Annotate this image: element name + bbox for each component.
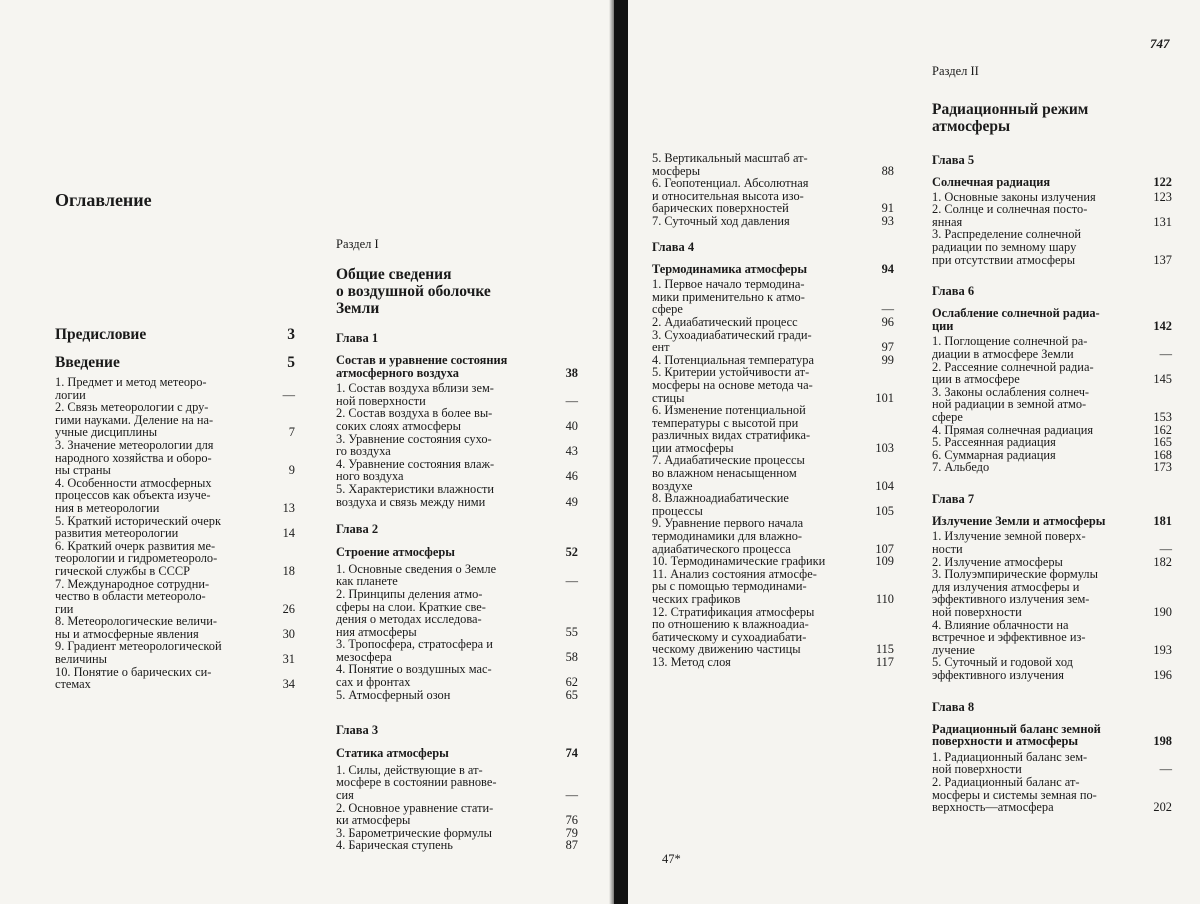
entry-title: 6. Геопотенциал. Абсолютная и относительная высота изо- барических поверхностей	[652, 176, 809, 216]
entry-page: —	[881, 302, 894, 317]
toc-entry[interactable]	[652, 215, 894, 228]
entry-title: 10. Понятие о барических си- стемах	[55, 664, 212, 692]
entry-title: Состав и уравнение состояния атмосферного воздуха	[336, 353, 508, 380]
toc-entry[interactable]	[652, 366, 894, 404]
entry-title: Строение атмосферы	[336, 545, 455, 560]
toc-entry[interactable]	[652, 404, 894, 454]
chapter-title-entry[interactable]	[336, 354, 578, 379]
chapter-label: Глава 4	[652, 239, 695, 254]
section-title: Радиационный режим атмосферы	[932, 101, 1089, 135]
entry-title: 2. Рассеяние солнечной радиа- ции в атмосфере	[932, 359, 1094, 387]
entry-page: 74	[565, 746, 578, 761]
entry-page: 7	[288, 425, 295, 440]
entry-title: 2. Адиабатический процесс	[652, 314, 798, 329]
entry-page: 99	[881, 352, 894, 367]
chapter-title-entry[interactable]	[932, 515, 1172, 528]
page-number: 747	[1150, 36, 1170, 51]
toc-entry[interactable]	[55, 439, 295, 477]
entry-title: 1. Поглощение солнечной ра- диации в атмосфере Земли	[932, 334, 1088, 361]
entry-page: —	[1159, 542, 1172, 557]
toc-entry[interactable]	[336, 764, 578, 802]
entry-page: 26	[282, 601, 295, 616]
toc-entry[interactable]	[336, 382, 578, 407]
entry-title: 5. Суточный и годовой ход эффективного излучения	[932, 655, 1073, 682]
entry-title: 3. Сухоадиабатический гради- ент	[652, 327, 812, 355]
entry-title: 5. Вертикальный масштаб ат- мосферы	[652, 151, 808, 178]
entry-page: 162	[1153, 422, 1172, 437]
entry-page: 105	[875, 503, 894, 518]
entry-page: 5	[287, 354, 295, 371]
toc-column-3	[652, 152, 894, 669]
toc-entry[interactable]	[932, 568, 1172, 618]
chapter-label: Глава 8	[932, 699, 975, 714]
chapter-label: Глава 3	[336, 723, 379, 738]
entry-page: —	[565, 393, 578, 408]
chapter-1-entries	[336, 382, 578, 508]
entry-title: 3. Тропосфера, стратосфера и мезосфера	[336, 637, 493, 664]
entry-title: 3. Уравнение состояния сухо- го воздуха	[336, 431, 492, 459]
book-binding	[614, 0, 628, 904]
entry-title: 1. Предмет и метод метеоро- логии	[55, 375, 207, 402]
entry-page: 49	[565, 494, 578, 509]
entry-title: 7. Альбедо	[932, 460, 990, 475]
entry-title: 2. Состав воздуха в более вы- соких слоях атмосферы	[336, 406, 493, 433]
entry-title: 4. Особенности атмосферных процессов как объекта изуче- ния в метеорологии	[55, 475, 212, 515]
entry-title: 10. Термодинамические графики	[652, 554, 826, 569]
entry-title: 4. Уравнение состояния влаж- ного воздуха	[336, 456, 495, 484]
entry-title: 1. Силы, действующие в ат- мосфере в состоянии равнове- сия	[336, 762, 497, 803]
toc-entry[interactable]	[336, 407, 578, 432]
entry-page: 30	[282, 626, 295, 641]
entry-title: Предисловие	[55, 326, 147, 343]
toc-entry[interactable]	[932, 386, 1172, 424]
chapter-5-entries	[932, 191, 1172, 267]
toc-entry[interactable]	[932, 530, 1172, 555]
entry-title: 4. Барическая ступень	[336, 838, 453, 853]
entry-page: 18	[282, 563, 295, 578]
toc-column-2	[336, 237, 578, 852]
toc-entry[interactable]	[336, 638, 578, 663]
toc-entry[interactable]	[652, 555, 894, 568]
chapter-6-entries	[932, 335, 1172, 474]
entry-title: 3. Значение метеорологии для народного хозяйства и оборо- ны страны	[55, 437, 214, 478]
toc-entry[interactable]	[932, 203, 1172, 228]
toc-entry[interactable]	[652, 177, 894, 215]
entry-title: 5. Краткий исторический очерк развития метеорологии	[55, 513, 221, 541]
entry-page: 65	[565, 687, 578, 702]
entry-page: 3	[287, 326, 295, 343]
entry-page: 97	[881, 340, 894, 355]
chapter-label: Глава 5	[932, 153, 975, 167]
toc-entry[interactable]	[336, 588, 578, 638]
toc-entry[interactable]	[652, 316, 894, 329]
toc-entry[interactable]	[932, 228, 1172, 266]
entry-title: 7. Международное сотрудни- чество в области метеороло- гии	[55, 576, 210, 616]
entry-title: Термодинамика атмосферы	[652, 261, 808, 276]
chapter-label: Глава 2	[336, 522, 379, 537]
toc-entry[interactable]	[336, 563, 578, 588]
chapter-title-entry[interactable]	[652, 263, 894, 276]
entry-title: Статика атмосферы	[336, 746, 449, 761]
toc-column-1	[55, 326, 295, 691]
toc-entry[interactable]	[55, 515, 295, 540]
chapter-label: Глава 6	[932, 284, 975, 299]
entry-title: 1. Состав воздуха вблизи зем- ной поверхности	[336, 381, 494, 408]
toc-entry[interactable]	[336, 689, 578, 702]
entry-page: 182	[1153, 554, 1172, 569]
toc-entry[interactable]	[932, 751, 1172, 776]
entry-title: 3. Распределение солнечной радиации по земному шару при отсутствии атмосферы	[932, 227, 1082, 267]
toc-entry[interactable]	[652, 606, 894, 656]
toc-entry[interactable]	[336, 483, 578, 508]
entry-page: 198	[1153, 734, 1172, 749]
entry-page: 202	[1153, 800, 1172, 815]
entry-title: 3. Барометрические формулы	[336, 825, 492, 840]
toc-entry[interactable]	[652, 278, 894, 316]
entry-title: 1. Радиационный баланс зем- ной поверхности	[932, 749, 1088, 777]
entry-title: Излучение Земли и атмосферы	[932, 513, 1106, 528]
entry-page: 91	[881, 201, 894, 216]
entry-page: 93	[881, 213, 894, 228]
toc-entry[interactable]	[652, 568, 894, 606]
toc-entry[interactable]	[652, 656, 894, 669]
entry-page: 88	[881, 163, 894, 178]
toc-entry[interactable]	[932, 335, 1172, 360]
chapter-title-entry[interactable]	[932, 307, 1172, 332]
entry-title: 1. Первое начало термодина- мики применительно к атмо- сфере	[652, 277, 805, 317]
entry-title: 4. Понятие о воздушных мас- сах и фронтах	[336, 662, 492, 690]
entry-page: 103	[875, 440, 894, 455]
toc-title: Оглавление	[55, 190, 152, 210]
entry-page: 46	[565, 469, 578, 484]
entry-title: 6. Суммарная радиация	[932, 447, 1056, 462]
entry-title: 4. Потенциальная температура	[652, 352, 814, 367]
entry-page: 115	[875, 642, 894, 657]
entry-page: 193	[1153, 642, 1172, 657]
entry-page: 117	[875, 654, 894, 669]
entry-title: 13. Метод слоя	[652, 654, 731, 669]
toc-entry[interactable]	[652, 329, 894, 354]
entry-page: 142	[1153, 318, 1172, 333]
chapter-3-entries	[336, 764, 578, 852]
entry-page: 38	[565, 365, 578, 380]
chapter-8-entries	[932, 751, 1172, 814]
chapter-4-entries	[652, 278, 894, 668]
entry-title: 1. Основные сведения о Земле как планете	[336, 561, 497, 589]
toc-entry[interactable]	[55, 640, 295, 665]
toc-entry[interactable]	[55, 477, 295, 515]
entry-page: 79	[565, 825, 578, 840]
entry-page: 62	[565, 675, 578, 690]
entry-page: 109	[875, 554, 894, 569]
entry-page: —	[1159, 762, 1172, 777]
chapter-title-entry[interactable]	[336, 747, 578, 760]
entry-page: 145	[1153, 372, 1172, 387]
toc-entry-preface[interactable]	[55, 326, 295, 344]
toc-entry[interactable]	[932, 361, 1172, 386]
entry-title: 8. Влажноадиабатические процессы	[652, 491, 789, 518]
entry-page: 96	[881, 314, 894, 329]
entry-page: —	[1159, 346, 1172, 361]
toc-entry[interactable]	[55, 615, 295, 640]
toc-entry[interactable]	[336, 663, 578, 688]
chapter-2-entries	[336, 563, 578, 702]
entry-title: 1. Излучение земной поверх- ности	[932, 529, 1086, 557]
entry-title: 2. Солнце и солнечная посто- янная	[932, 202, 1088, 229]
entry-page: 76	[565, 813, 578, 828]
section-label: Раздел II	[932, 64, 979, 78]
entry-page: 52	[565, 545, 578, 560]
toc-entry-introduction[interactable]	[55, 354, 295, 372]
entry-title: 6. Изменение потенциальной температуры с высотой при различных видах стратифика- ции атмосферы	[652, 403, 811, 455]
toc-entry[interactable]	[55, 540, 295, 578]
entry-title: 3. Полуэмпирические формулы для излучения атмосферы и эффективного излучения зем- ной поверхности	[932, 567, 1098, 620]
chapter-7-entries	[932, 530, 1172, 681]
chapter-label: Глава 7	[932, 491, 975, 506]
entry-page: —	[282, 387, 295, 402]
entry-title: 7. Суточный ход давления	[652, 213, 790, 228]
entry-title: 4. Влияние облачности на встречное и эффективное из- лучение	[932, 617, 1086, 657]
chapter-label: Глава 1	[336, 331, 379, 345]
entry-page: 123	[1153, 189, 1172, 204]
toc-entry[interactable]	[336, 458, 578, 483]
entry-page: 110	[875, 592, 894, 606]
entry-page: 104	[875, 478, 894, 493]
entry-title: 9. Уравнение первого начала термодинамики для влажно- адиабатического процесса	[652, 516, 804, 556]
entry-page: 55	[565, 624, 578, 639]
toc-entry[interactable]	[336, 433, 578, 458]
toc-entry[interactable]	[55, 401, 295, 439]
right-page	[628, 0, 1200, 904]
entry-page: 173	[1153, 460, 1172, 475]
toc-column-4	[932, 64, 1172, 814]
toc-entry[interactable]	[336, 802, 578, 827]
entry-title: Введение	[55, 354, 120, 371]
entry-title: 3. Законы ослабления солнеч- ной радиации в земной атмо- сфере	[932, 384, 1090, 424]
entry-title: 2. Излучение атмосферы	[932, 554, 1063, 569]
entry-page: 122	[1153, 175, 1172, 189]
chapter-title-entry[interactable]	[932, 723, 1172, 748]
toc-entry[interactable]	[336, 839, 578, 852]
entry-page: 168	[1153, 447, 1172, 462]
entry-title: Ослабление солнечной радиа- ции	[932, 306, 1100, 333]
entry-page: 107	[875, 541, 894, 556]
entry-page: 101	[875, 390, 894, 405]
entry-page: 40	[565, 418, 578, 433]
entry-page: 153	[1153, 409, 1172, 424]
toc-entry[interactable]	[932, 461, 1172, 474]
entry-page: 196	[1153, 668, 1172, 682]
entry-title: Радиационный баланс земной поверхности и атмосферы	[932, 721, 1101, 749]
entry-title: 9. Градиент метеорологической величины	[55, 639, 222, 667]
entry-page: 34	[282, 677, 295, 692]
entry-title: Солнечная радиация	[932, 175, 1051, 189]
entry-page: 87	[565, 838, 578, 853]
entry-title: 12. Стратификация атмосферы по отношению к влажноадиа- батическому и сухоадиабати- ческому движению частицы	[652, 604, 815, 657]
entry-page: 137	[1153, 252, 1172, 267]
entry-title: 2. Основное уравнение стати- ки атмосферы	[336, 800, 494, 828]
entry-page: 9	[288, 463, 295, 478]
intro-entries	[55, 376, 295, 691]
entry-title: 5. Характеристики влажности воздуха и связь между ними	[336, 481, 495, 509]
entry-title: 1. Основные законы излучения	[932, 189, 1096, 204]
toc-entry[interactable]	[652, 517, 894, 555]
entry-title: 2. Радиационный баланс ат- мосферы и системы земная по- верхность—атмосфера	[932, 774, 1097, 815]
entry-title: 8. Метеорологические величи- ны и атмосферные явления	[55, 614, 218, 641]
entry-page: —	[565, 788, 578, 803]
toc-entry[interactable]	[932, 436, 1172, 449]
entry-page: 131	[1153, 214, 1172, 229]
entry-page: 31	[282, 652, 295, 667]
section-title: Общие сведения о воздушной оболочке Земли	[336, 266, 491, 317]
chapter-3-continued-entries	[652, 152, 894, 228]
entry-page: 94	[881, 261, 894, 276]
entry-page: 165	[1153, 435, 1172, 450]
entry-title: 5. Рассеянная радиация	[932, 435, 1056, 450]
entry-page: —	[565, 574, 578, 589]
chapter-title-entry[interactable]	[336, 546, 578, 559]
entry-title: 5. Критерии устойчивости ат- мосферы на основе метода ча- стицы	[652, 365, 813, 405]
entry-title: 7. Адиабатические процессы во влажном ненасыщенном воздухе	[652, 453, 805, 493]
toc-entry[interactable]	[932, 776, 1172, 814]
entry-title: 6. Краткий очерк развития ме- теорологии и гидрометеороло- гической службы в СССР	[55, 538, 218, 578]
entry-page: 13	[282, 500, 295, 515]
toc-entry[interactable]	[55, 666, 295, 691]
entry-page: 43	[565, 444, 578, 459]
entry-title: 4. Прямая солнечная радиация	[932, 422, 1094, 437]
toc-entry[interactable]	[55, 578, 295, 616]
entry-page: 14	[282, 526, 295, 541]
toc-entry[interactable]	[932, 656, 1172, 681]
entry-title: 5. Атмосферный озон	[336, 687, 451, 702]
toc-entry[interactable]	[652, 492, 894, 517]
entry-page: 190	[1153, 605, 1172, 620]
toc-entry[interactable]	[652, 152, 894, 177]
chapter-title-entry[interactable]	[932, 176, 1172, 189]
toc-entry[interactable]	[652, 454, 894, 492]
toc-entry[interactable]	[55, 376, 295, 401]
toc-entry[interactable]	[932, 619, 1172, 657]
entry-title: 11. Анализ состояния атмосфе- ры с помощью термодинами- ческих графиков	[652, 566, 817, 606]
entry-title: 2. Принципы деления атмо- сферы на слои. Краткие све- дения о методах исследова- ния атмосферы	[336, 586, 486, 639]
entry-page: 181	[1153, 513, 1172, 528]
entry-page: 58	[565, 649, 578, 664]
signature-mark: 47*	[662, 852, 681, 866]
section-label: Раздел I	[336, 237, 379, 251]
entry-title: 2. Связь метеорологии с дру- гими науками. Деление на на- учные дисциплины	[55, 400, 214, 440]
